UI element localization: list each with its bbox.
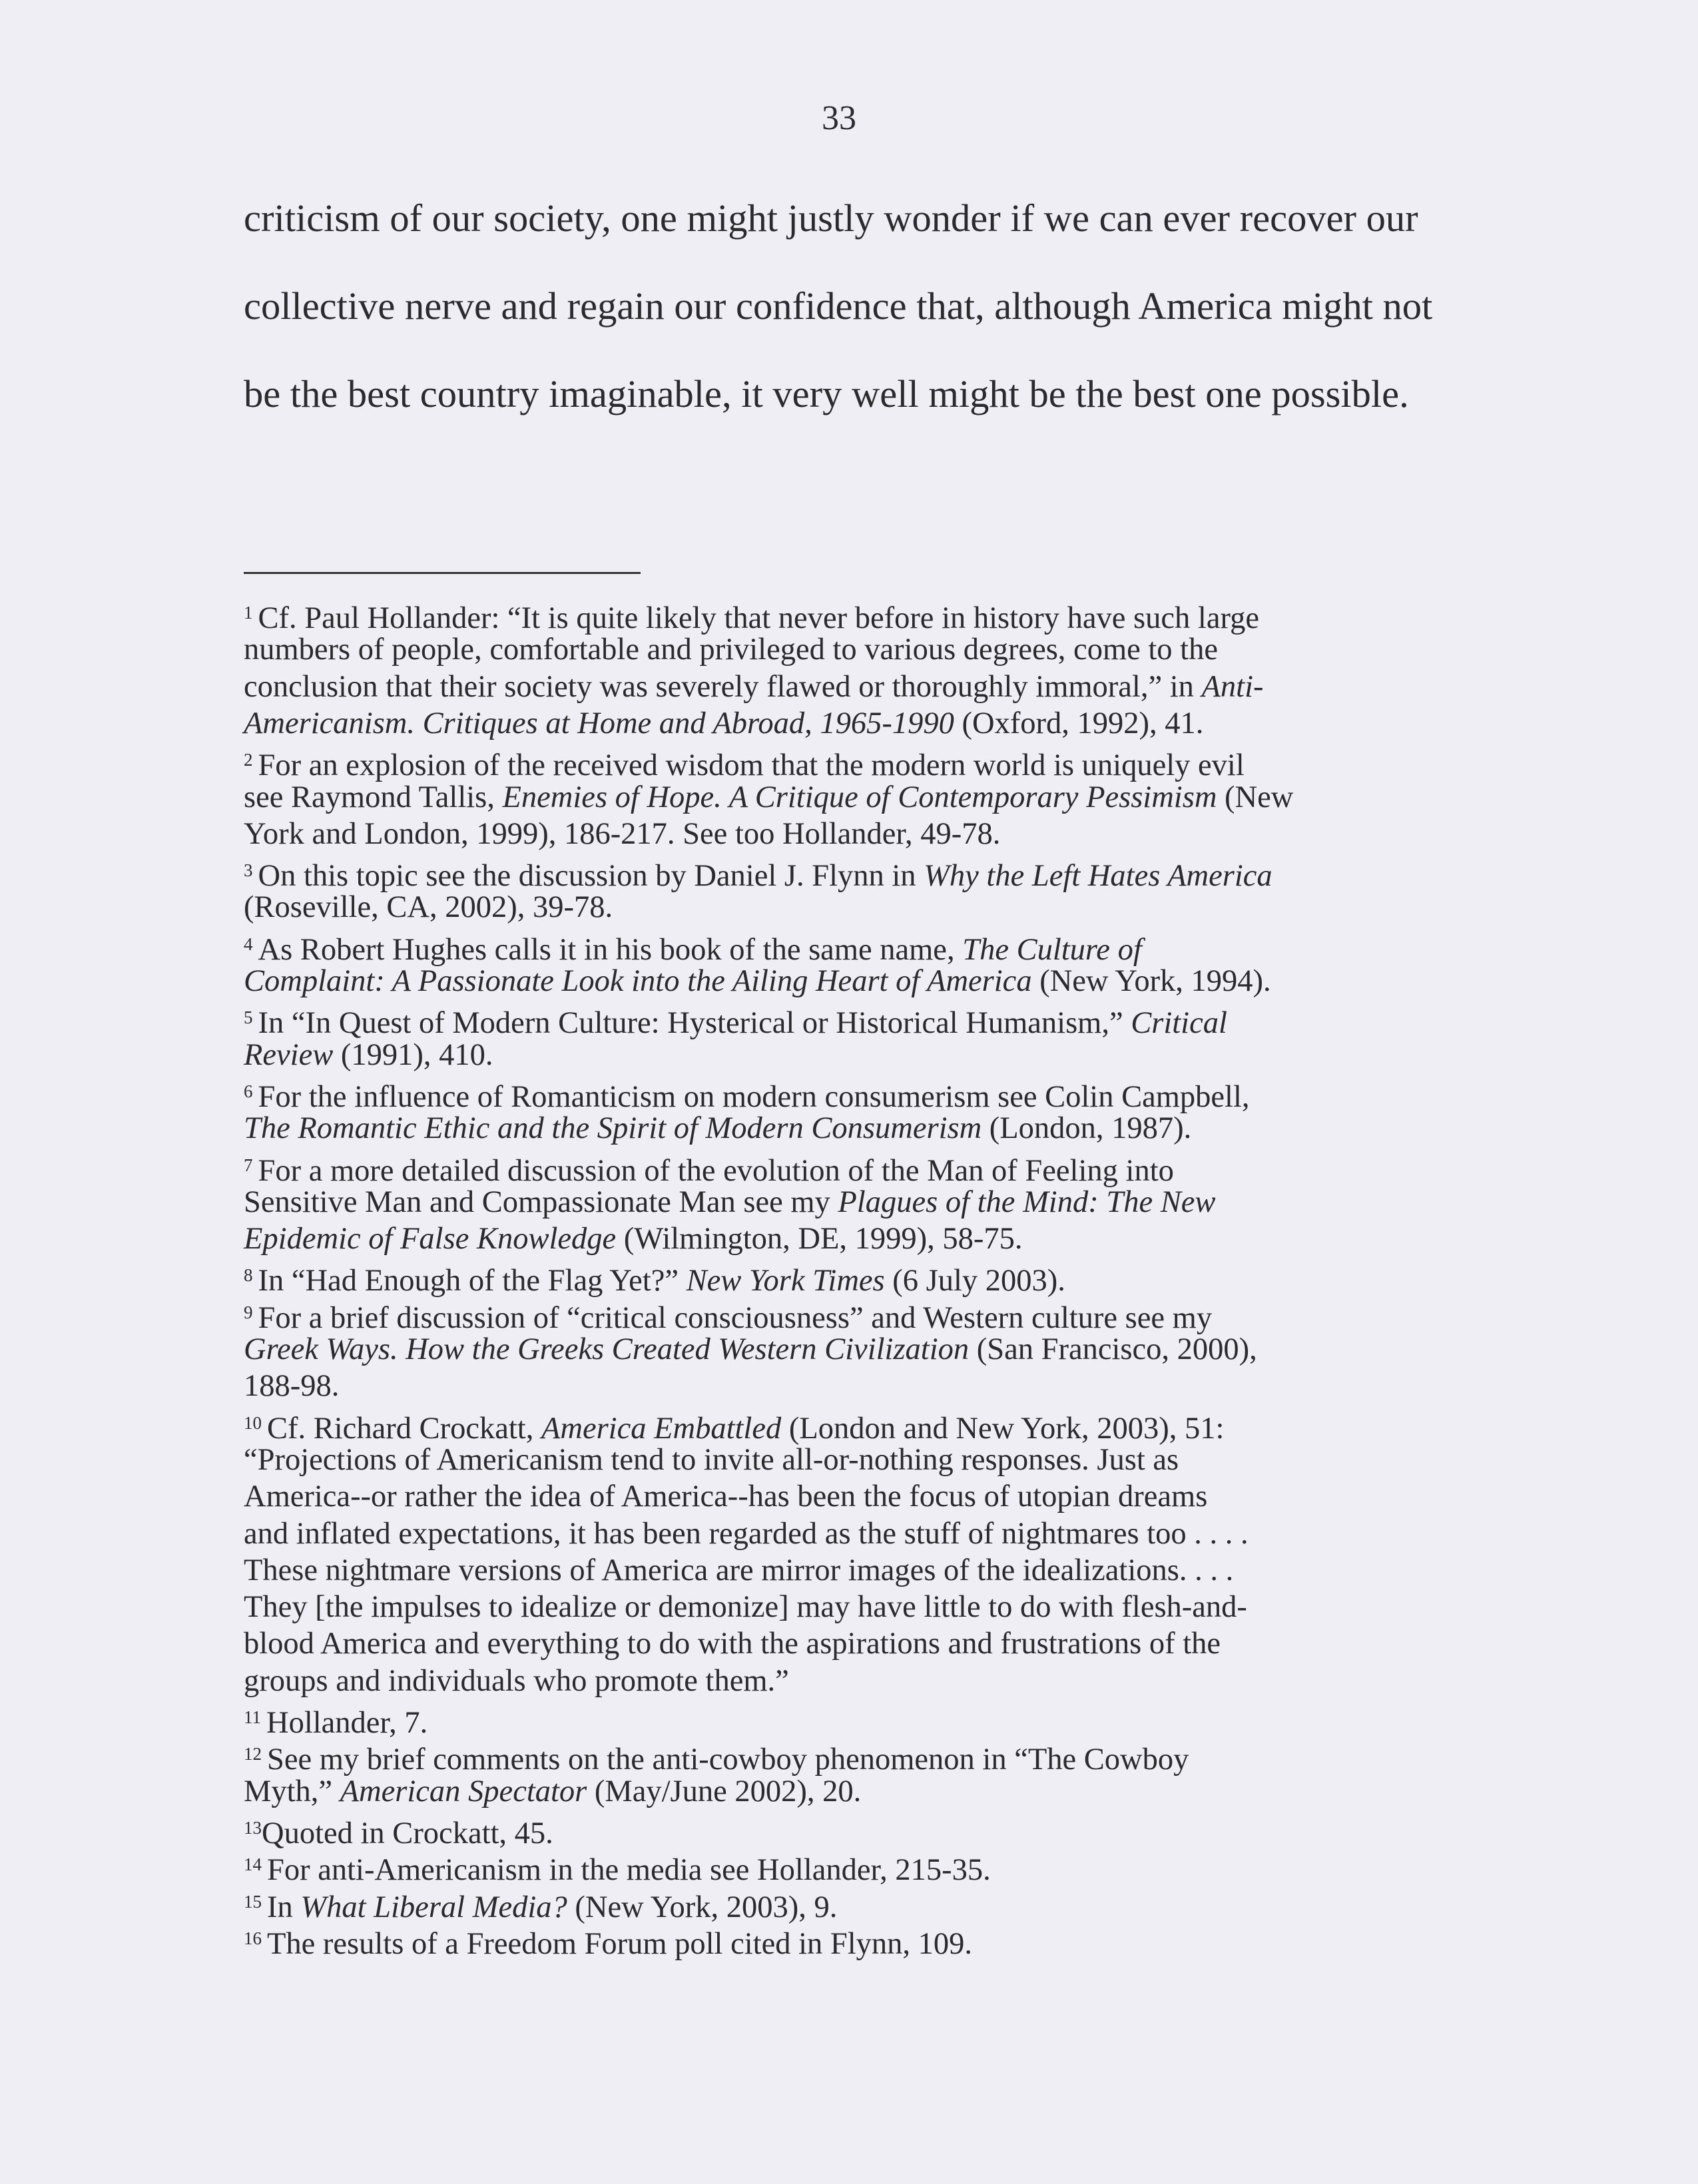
footnote-text: They [the impulses to idealize or demonize] may have little to do with flesh-and-	[244, 1590, 1247, 1625]
footnote-text: On this topic see the discussion by Daniel J. Flynn in	[258, 859, 924, 894]
footnote-text: York and London, 1999), 186-217. See too Hollander, 49-78.	[244, 816, 1001, 851]
footnote-number: 3	[244, 860, 253, 881]
footnote-line	[244, 1663, 789, 1699]
footnote-line	[244, 1331, 1257, 1368]
footnote-16	[244, 1920, 972, 1962]
italic-title: Critical	[1131, 1006, 1227, 1041]
footnote-text: Sensitive Man and Compassionate Man see my	[244, 1185, 838, 1219]
footnote-line	[244, 631, 1218, 668]
footnote-number: 12	[244, 1744, 262, 1765]
footnote-text: America--or rather the idea of America--has been the focus of utopian dreams	[244, 1480, 1208, 1514]
footnote-text: (Wilmington, DE, 1999), 58-75.	[616, 1222, 1023, 1256]
italic-title: American Spectator	[340, 1774, 587, 1808]
footnote-number: 4	[244, 934, 253, 954]
footnote-text: Myth,”	[244, 1774, 340, 1808]
footnote-text: (San Francisco, 2000),	[969, 1332, 1257, 1366]
italic-title: Complaint: A Passionate Look into the Ailing Heart of America	[244, 964, 1032, 998]
body-line: criticism of our society, one might justly wonder if we can ever recover our	[244, 196, 1418, 240]
footnote-line	[244, 1110, 1191, 1147]
footnote-line	[244, 705, 1203, 742]
footnote-text: (London, 1987).	[982, 1111, 1192, 1146]
footnote-line	[244, 1478, 1207, 1515]
footnote-number: 9	[244, 1302, 253, 1322]
footnote-text: For anti-Americanism in the media see Hollander, 215-35.	[267, 1853, 991, 1888]
footnote-text: and inflated expectations, it has been regarded as the stuff of nightmares too . . . .	[244, 1516, 1249, 1551]
footnote-2	[244, 742, 1245, 784]
italic-title: Plagues of the Mind: The New	[838, 1185, 1216, 1219]
footnote-text: Hollander, 7.	[266, 1706, 428, 1740]
footnote-1	[244, 595, 1259, 637]
footnote-text: see Raymond Tallis,	[244, 780, 503, 814]
italic-title: America Embattled	[541, 1411, 782, 1446]
footnote-text: In	[267, 1890, 301, 1924]
footnote-12	[244, 1736, 1189, 1778]
italic-title: What Liberal Media?	[300, 1890, 567, 1924]
footnote-text: For a more detailed discussion of the evolution of the Man of Feeling into	[258, 1153, 1174, 1188]
footnote-text: (New	[1217, 780, 1294, 814]
footnote-line	[244, 1589, 1247, 1625]
footnote-text: “Projections of Americanism tend to invite all-or-nothing responses. Just as	[244, 1442, 1179, 1477]
footnote-number: 13	[244, 1817, 262, 1838]
footnote-text: 188-98.	[244, 1369, 340, 1404]
italic-title: Review	[244, 1037, 334, 1072]
footnote-text: For an explosion of the received wisdom that the modern world is uniquely evil	[258, 748, 1245, 783]
footnote-text: In “Had Enough of the Flag Yet?”	[258, 1264, 687, 1298]
footnote-text: For a brief discussion of “critical consciousness” and Western culture see my	[258, 1300, 1213, 1335]
footnote-text: See my brief comments on the anti-cowboy phenomenon in “The Cowboy	[267, 1743, 1189, 1777]
footnote-4	[244, 926, 1142, 968]
footnote-7	[244, 1147, 1174, 1189]
footnote-line	[244, 1773, 861, 1810]
footnote-line	[244, 669, 1264, 705]
footnote-text: Cf. Richard Crockatt,	[267, 1411, 541, 1446]
footnote-text: Quoted in Crockatt, 45.	[262, 1816, 553, 1850]
footnote-number: 15	[244, 1891, 262, 1912]
footnote-text: (May/June 2002), 20.	[587, 1774, 862, 1808]
body-line: be the best country imaginable, it very well might be the best one possible.	[244, 372, 1409, 415]
footnote-line	[244, 1442, 1179, 1478]
footnote-number: 1	[244, 603, 253, 623]
footnote-line	[244, 1368, 339, 1404]
footnote-line	[244, 889, 613, 926]
footnote-11	[244, 1699, 427, 1741]
footnote-13	[244, 1810, 553, 1852]
footnote-line	[244, 1184, 1215, 1221]
footnote-number: 2	[244, 750, 253, 770]
footnote-text: (London and New York, 2003), 51:	[781, 1411, 1225, 1446]
footnote-line	[244, 963, 1271, 999]
footnote-text: The results of a Freedom Forum poll cited in Flynn, 109.	[267, 1926, 973, 1961]
italic-title: The Romantic Ethic and the Spirit of Modern Consumerism	[244, 1111, 982, 1146]
footnote-line	[244, 1221, 1023, 1257]
footnote-text: These nightmare versions of America are mirror images of the idealizations. . . .	[244, 1553, 1234, 1587]
footnote-number: 8	[244, 1265, 253, 1286]
italic-title: Anti-	[1201, 669, 1264, 704]
footnote-number: 7	[244, 1155, 253, 1175]
footnote-text: blood America and everything to do with the aspirations and frustrations of the	[244, 1627, 1221, 1661]
footnote-divider	[244, 572, 641, 574]
footnote-text: numbers of people, comfortable and privileged to various degrees, come to the	[244, 633, 1218, 667]
footnote-line	[244, 1625, 1221, 1662]
italic-title: Why the Left Hates America	[924, 859, 1273, 894]
footnote-line	[244, 1037, 493, 1073]
italic-title: Epidemic of False Knowledge	[244, 1222, 617, 1256]
italic-title: Americanism. Critiques at Home and Abroad, 1965-1990	[244, 706, 954, 740]
footnote-5	[244, 999, 1227, 1041]
footnote-line	[244, 816, 1000, 852]
footnote-text: In “In Quest of Modern Culture: Hysterical or Historical Humanism,”	[258, 1006, 1131, 1041]
footnote-8	[244, 1257, 1065, 1299]
footnote-9	[244, 1294, 1212, 1336]
footnote-line	[244, 779, 1293, 816]
footnote-number: 5	[244, 1007, 253, 1028]
footnote-text: conclusion that their society was severely flawed or thoroughly immoral,” in	[244, 669, 1202, 704]
footnote-text: (6 July 2003).	[884, 1264, 1065, 1298]
footnote-14	[244, 1846, 991, 1888]
footnote-text: (Roseville, CA, 2002), 39-78.	[244, 890, 613, 925]
footnote-number: 14	[244, 1854, 262, 1875]
footnote-line	[244, 1552, 1233, 1589]
footnote-text: Cf. Paul Hollander: “It is quite likely that never before in history have such large	[258, 601, 1260, 635]
footnote-number: 11	[244, 1707, 261, 1727]
body-line: collective nerve and regain our confidence that, although America might not	[244, 284, 1433, 328]
italic-title: New York Times	[686, 1264, 885, 1298]
footnote-number: 6	[244, 1081, 253, 1101]
footnote-text: groups and individuals who promote them.”	[244, 1663, 789, 1698]
footnote-text: (1991), 410.	[333, 1037, 493, 1072]
italic-title: Enemies of Hope. A Critique of Contemporary Pessimism	[502, 780, 1217, 814]
footnote-text: As Robert Hughes calls it in his book of the same name,	[258, 932, 963, 967]
footnote-text: For the influence of Romanticism on modern consumerism see Colin Campbell,	[258, 1079, 1250, 1114]
footnote-6	[244, 1073, 1250, 1115]
footnote-3	[244, 852, 1273, 894]
footnote-number: 16	[244, 1928, 262, 1948]
footnote-10	[244, 1405, 1224, 1447]
footnote-text: (New York, 1994).	[1031, 964, 1271, 998]
footnote-text: (Oxford, 1992), 41.	[954, 706, 1204, 740]
page-number: 33	[822, 99, 856, 137]
footnote-text: (New York, 2003), 9.	[567, 1890, 838, 1924]
italic-title: The Culture of	[962, 932, 1142, 967]
footnote-15	[244, 1884, 837, 1926]
footnote-line	[244, 1515, 1249, 1552]
footnote-number: 10	[244, 1412, 262, 1433]
italic-title: Greek Ways. How the Greeks Created Western Civilization	[244, 1332, 970, 1366]
